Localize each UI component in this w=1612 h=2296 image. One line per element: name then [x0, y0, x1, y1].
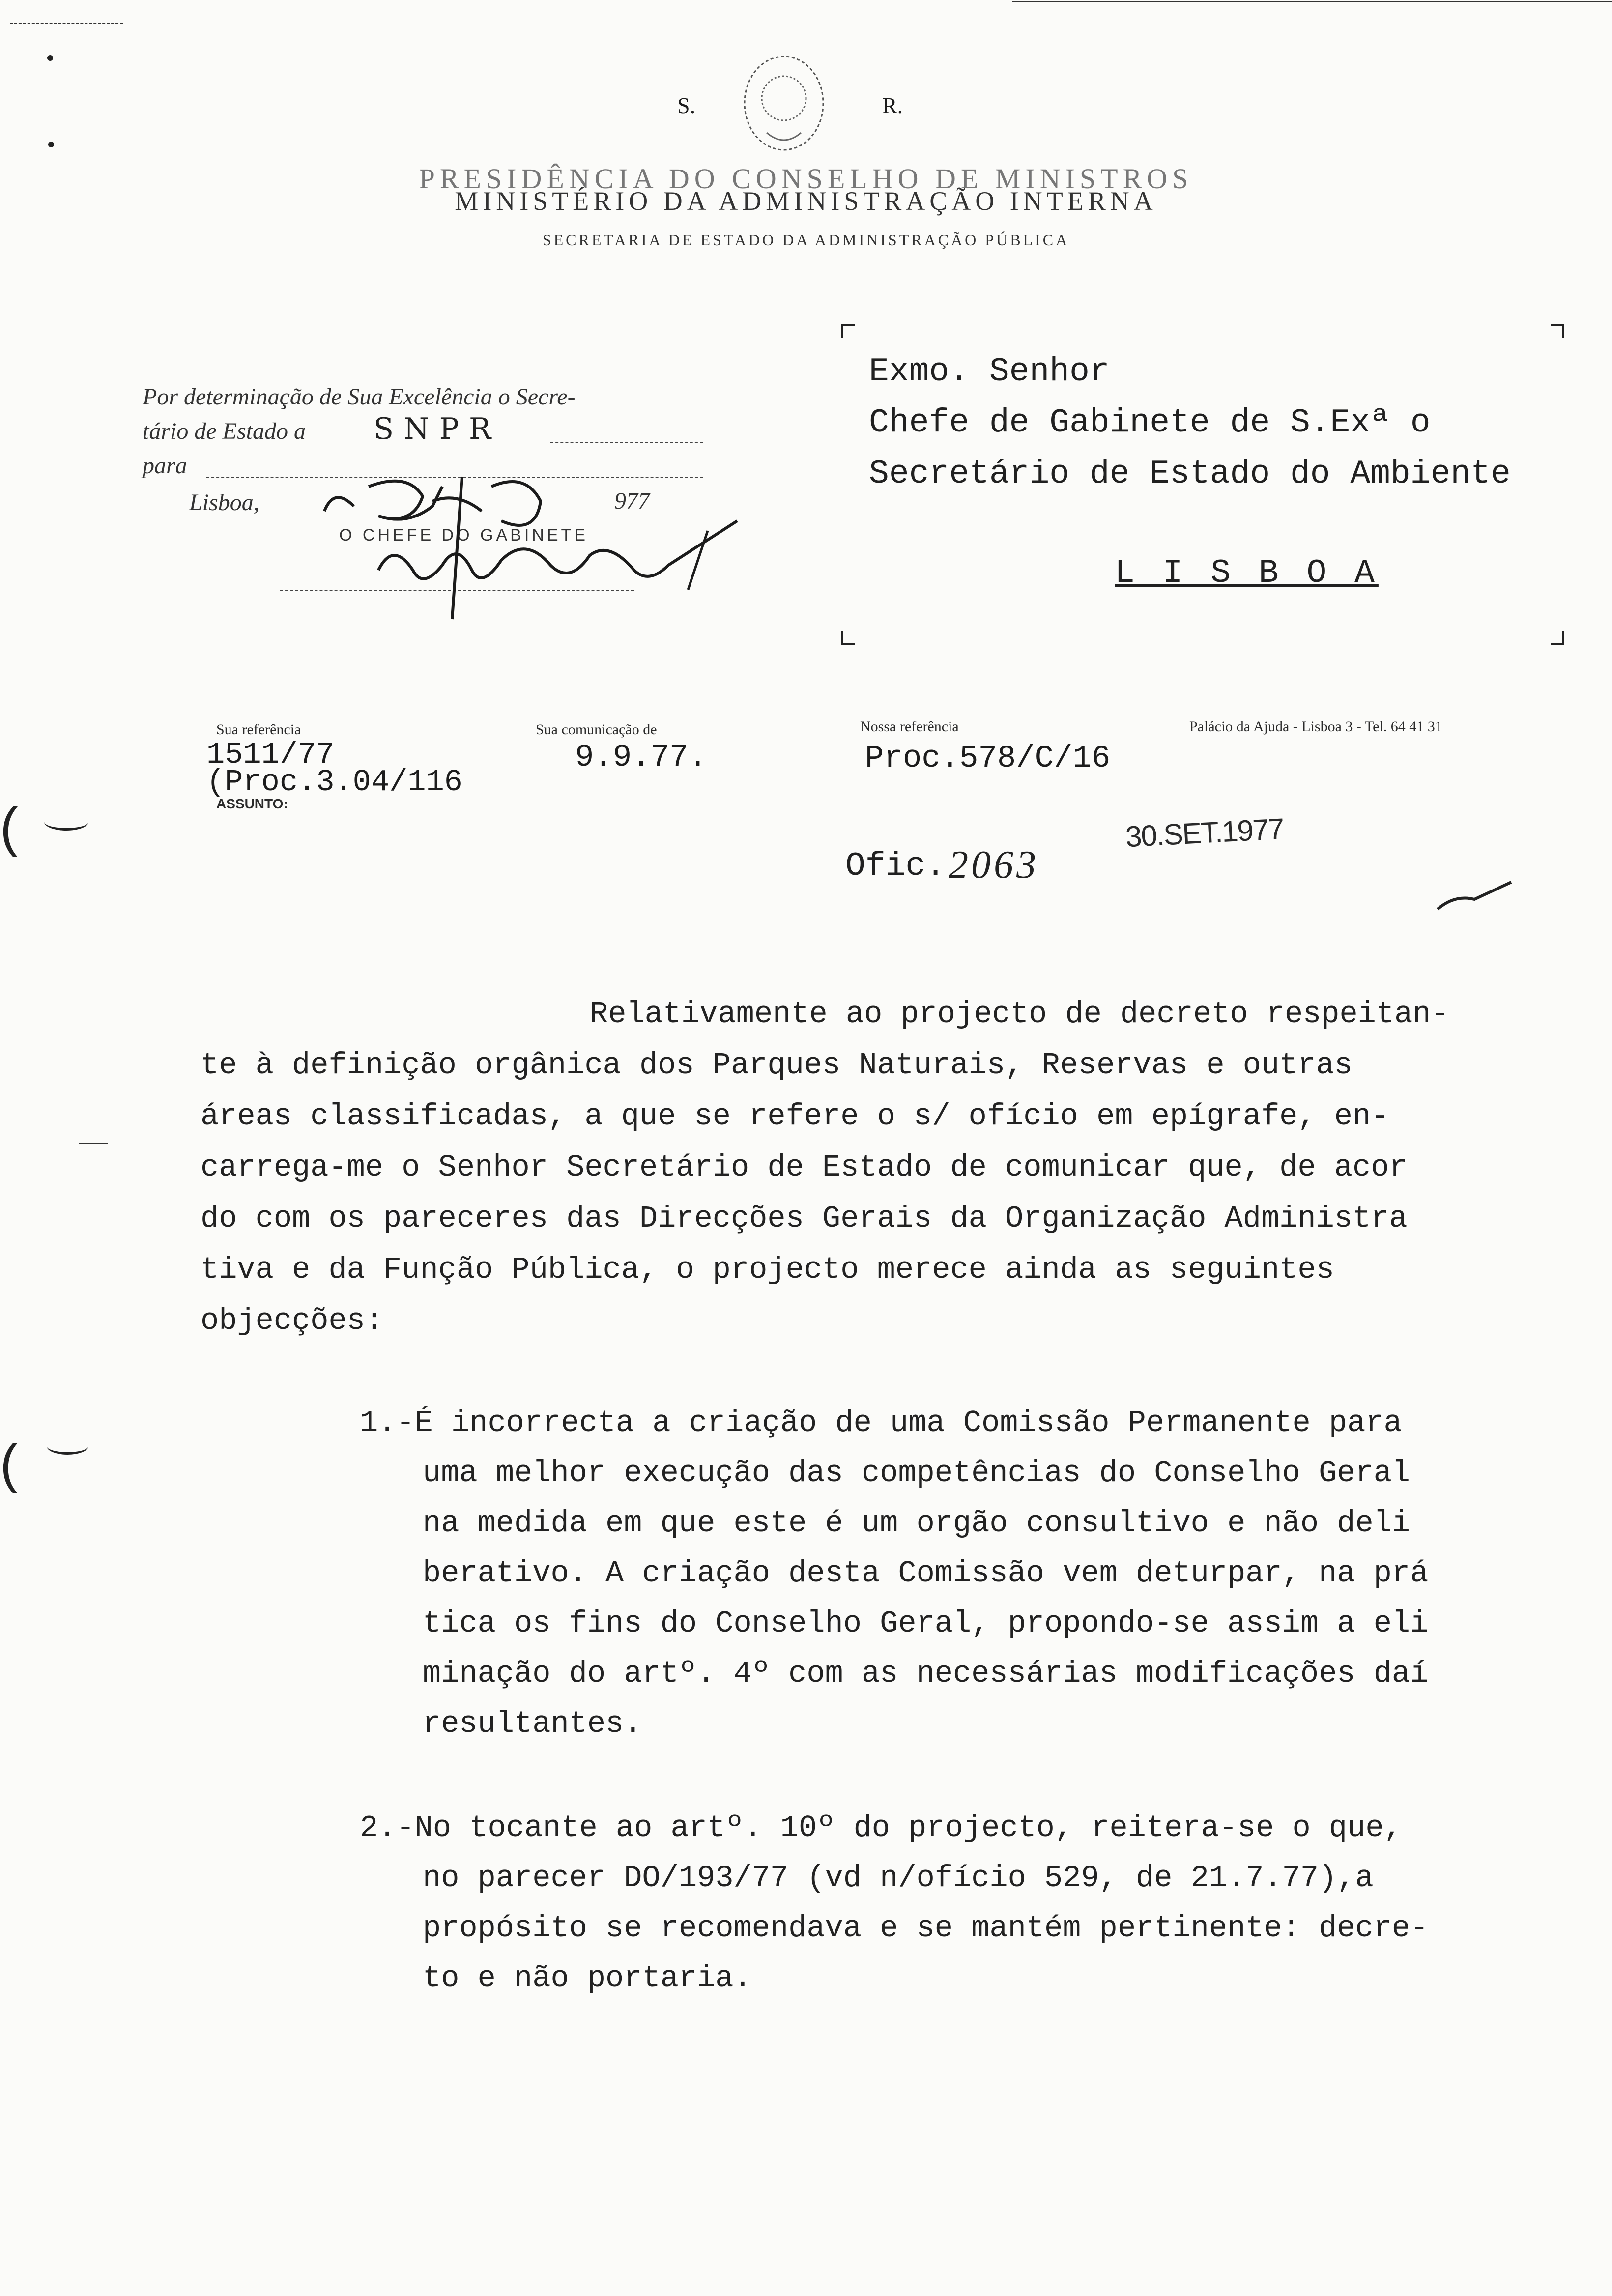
item1-line: 1.-É incorrecta a criação de uma Comissão Permanente para: [360, 1406, 1402, 1440]
item2-line: 2.-No tocante ao artº. 10º do projecto, reitera-se o que,: [360, 1810, 1402, 1845]
item1-line: uma melhor execução das competências do Conselho Geral: [423, 1456, 1410, 1491]
stamp-line4: Lisboa,: [189, 489, 259, 516]
addressee-office: Secretário de Estado do Ambiente: [869, 455, 1511, 493]
date-stamp: 30.SET.1977: [1124, 812, 1285, 854]
item1-line: minação do artº. 4º com as necessárias modificações daí: [423, 1656, 1429, 1691]
sender-address: Palácio da Ajuda - Lisboa 3 - Tel. 64 41 31: [1189, 718, 1442, 735]
stamp-line2: tário de Estado a: [143, 418, 306, 444]
nossa-referencia-label: Nossa referência: [860, 718, 959, 735]
letterhead-r: R.: [882, 93, 903, 118]
stamp-handwritten-entity: SNPR: [374, 412, 501, 446]
item2-line: to e não portaria.: [423, 1961, 752, 1996]
body-line: áreas classificadas, a que se refere o s/ ofício em epígrafe, en-: [201, 1099, 1389, 1134]
addressee-salutation: Exmo. Senhor: [869, 353, 1110, 391]
window-corner-br: [1551, 631, 1564, 645]
margin-mark: (‌: [0, 1434, 18, 1494]
addressee-city: L I S B O A: [1115, 554, 1379, 592]
item1-line: tica os fins do Conselho Geral, propondo-se assim a eli: [423, 1606, 1429, 1641]
ofic-number: 2063: [949, 843, 1039, 887]
scan-mark: [10, 23, 123, 24]
addressee-title: Chefe de Gabinete de S.Exª o: [869, 404, 1431, 442]
body-line: objecções:: [201, 1303, 384, 1338]
window-corner-bl: [841, 631, 855, 645]
item2-line: propósito se recomendava e se mantém pertinente: decre-: [423, 1911, 1429, 1946]
ofic-label: Ofic.: [845, 847, 946, 885]
item1-line: na medida em que este é um orgão consultivo e não deli: [423, 1506, 1410, 1541]
letterhead-ministry: MINISTÉRIO DA ADMINISTRAÇÃO INTERNA: [455, 186, 1157, 216]
sua-comunicacao-label: Sua comunicação de: [536, 721, 657, 738]
item1-line: resultantes.: [423, 1706, 642, 1741]
letterhead-s: S.: [677, 93, 696, 118]
scan-dot: [47, 55, 53, 61]
stamp-line3: para: [143, 453, 187, 479]
body-line: tiva e da Função Pública, o projecto merece ainda as seguintes: [201, 1252, 1334, 1287]
nossa-referencia-value: Proc.578/C/16: [865, 741, 1111, 776]
body-line: te à definição orgânica dos Parques Naturais, Reservas e outras: [201, 1048, 1353, 1083]
window-corner-tr: [1551, 324, 1564, 338]
sua-referencia-label: Sua referência: [216, 721, 301, 738]
coat-of-arms-seal: [737, 49, 831, 157]
item1-line: berativo. A criação desta Comissão vem deturpar, na prá: [423, 1556, 1429, 1591]
margin-dash: [79, 1143, 108, 1144]
letterhead-secretariat: SECRETARIA DE ESTADO DA ADMINISTRAÇÃO PÚBLICA: [542, 231, 1070, 249]
sua-referencia-value: 1511/77: [206, 737, 335, 772]
scan-dot: [48, 142, 54, 147]
window-corner-tl: [841, 324, 855, 338]
body-line: carrega-me o Senhor Secretário de Estado de comunicar que, de acor: [201, 1150, 1408, 1185]
assunto-label: ASSUNTO:: [216, 796, 288, 811]
scan-mark: [1012, 1, 1612, 2]
signature: [295, 442, 747, 678]
item2-line: no parecer DO/193/77 (vd n/ofício 529, de 21.7.77),a: [423, 1861, 1374, 1895]
sua-referencia-proc: (Proc.3.04/116: [206, 765, 462, 800]
margin-mark: [44, 813, 88, 831]
margin-mark: (‌: [0, 797, 18, 858]
margin-mark: [47, 1437, 88, 1455]
stamp-year: 977: [614, 488, 650, 514]
stamp-line1: Por determinação de Sua Excelência o Secre-: [143, 384, 576, 410]
sua-comunicacao-value: 9.9.77.: [575, 740, 707, 775]
initials-mark: [1435, 880, 1514, 914]
body-line: Relativamente ao projecto de decreto respeitan-: [590, 997, 1449, 1032]
stamp-role: O CHEFE DO GABINETE: [339, 526, 588, 545]
body-line: do com os pareceres das Direcções Gerais da Organização Administra: [201, 1201, 1408, 1236]
letterhead-presidency: PRESIDÊNCIA DO CONSELHO DE MINISTROS: [419, 163, 1193, 195]
